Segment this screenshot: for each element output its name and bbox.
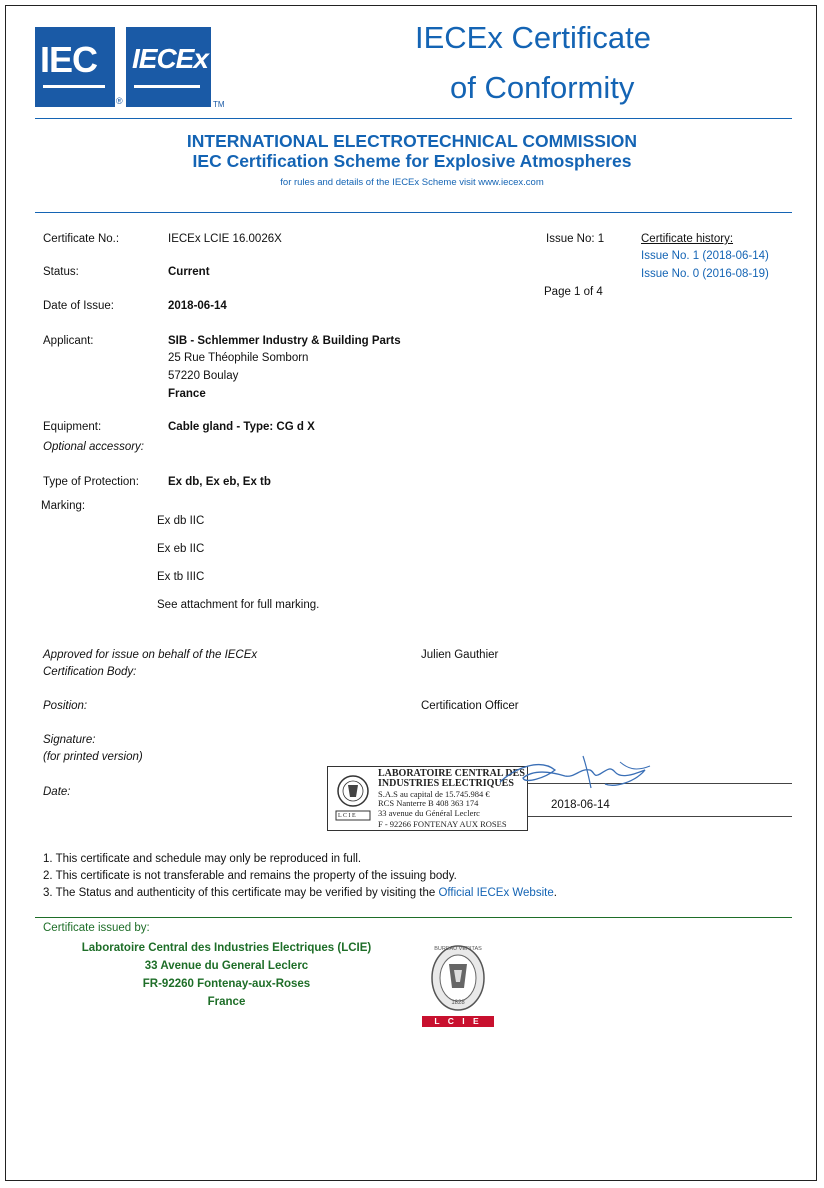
issuer-line-3: FR-92260 Fontenay-aux-Roses [142, 978, 311, 990]
seal-top-text: BUREAU VERITAS [434, 946, 482, 952]
cert-no-label: Certificate No.: [43, 233, 120, 245]
applicant-name: SIB - Schlemmer Industry & Building Parts [168, 335, 401, 347]
org-title: INTERNATIONAL ELECTROTECHNICAL COMMISSION [186, 131, 638, 151]
position-value: Certification Officer [421, 700, 519, 712]
marking-line-3: Ex tb IIIC [157, 571, 205, 583]
issuer-line-1: Laboratoire Central des Industries Electriques (LCIE) [81, 942, 372, 954]
issuer-label: Certificate issued by: [43, 922, 150, 934]
status-label: Status: [43, 266, 79, 278]
issue-no: Issue No: 1 [546, 233, 605, 245]
optional-accessory-label: Optional accessory: [43, 441, 144, 453]
approver-name: Julien Gauthier [421, 649, 499, 661]
bureau-veritas-lcie-seal [420, 942, 496, 1028]
status-value: Current [168, 266, 210, 278]
signature-label: Signature: [43, 734, 96, 746]
applicant-country: France [168, 388, 206, 400]
applicant-label: Applicant: [43, 335, 94, 347]
stamp-lcie-mini: L C I E [338, 813, 356, 819]
seal-year: 1828 [451, 1000, 465, 1006]
iecex-logo [126, 27, 211, 107]
date-of-issue-value: 2018-06-14 [168, 300, 227, 312]
handwritten-signature [495, 748, 655, 808]
issuer-line-4: France [207, 996, 246, 1008]
stamp-line-5: 33 avenue du Général Leclerc [378, 808, 480, 818]
protection-label: Type of Protection: [43, 476, 139, 488]
lcie-red-bar [422, 1016, 494, 1027]
cert-no-value: IECEx LCIE 16.0026X [168, 233, 282, 245]
position-label: Position: [43, 700, 88, 712]
note-3 [43, 887, 557, 899]
equipment-value: Cable gland - Type: CG d X [168, 421, 315, 433]
issuer-line-2: 33 Avenue du General Leclerc [144, 960, 309, 972]
protection-value: Ex db, Ex eb, Ex tb [168, 476, 271, 488]
date-of-issue-label: Date of Issue: [43, 300, 114, 312]
details-divider-line [35, 212, 792, 213]
stamp-line-3: S.A.S au capital de 15.745.984 € [378, 789, 490, 799]
certificate-title-line1: IECEx Certificate [415, 20, 652, 55]
iecex-trademark: TM [213, 100, 225, 109]
applicant-address-2: 57220 Boulay [168, 370, 239, 382]
note-2: 2. This certificate is not transferable and remains the property of the issuing body. [43, 870, 457, 882]
lcie-bar-text: L C I E [434, 1016, 482, 1026]
marking-line-4: See attachment for full marking. [157, 599, 320, 611]
rules-text: for rules and details of the IECEx Scheme visit www.iecex.com [280, 177, 544, 188]
stamp-line-1: LABORATOIRE CENTRAL DES [378, 768, 525, 779]
note-3-text: 3. The Status and authenticity of this certificate may be verified by visiting the [43, 887, 439, 899]
stamp-line-6: F - 92266 FONTENAY AUX ROSES [378, 819, 507, 829]
date-label: Date: [43, 786, 71, 798]
stamp-line-4: RCS Nanterre B 408 363 174 [378, 798, 479, 808]
equipment-label: Equipment: [43, 421, 102, 433]
iec-registered-mark: ® [116, 96, 123, 106]
iec-logo-text: IEC [40, 39, 98, 80]
history-label: Certificate history: [641, 233, 734, 245]
iec-logo-underline [43, 85, 105, 88]
page-number: Page 1 of 4 [544, 286, 603, 298]
header-divider-line [35, 118, 792, 119]
applicant-address-1: 25 Rue Théophile Somborn [168, 352, 309, 364]
marking-line-2: Ex eb IIC [157, 543, 205, 555]
iecex-logo-text: IECEx [132, 43, 208, 74]
approved-label-1: Approved for issue on behalf of the IECEx [43, 649, 258, 661]
note-3-end: . [553, 887, 557, 899]
history-link-issue-1[interactable]: Issue No. 1 (2018-06-14) [641, 250, 769, 262]
iecex-logo-underline [134, 85, 200, 88]
certificate-title-line2: of Conformity [450, 70, 635, 105]
official-iecex-website-link[interactable]: Official IECEx Website [438, 887, 554, 899]
approved-label-2: Certification Body: [43, 666, 137, 678]
history-link-issue-0[interactable]: Issue No. 0 (2016-08-19) [641, 268, 769, 280]
org-scheme: IEC Certification Scheme for Explosive Atmospheres [192, 151, 632, 171]
date-value: 2018-06-14 [551, 799, 610, 811]
signature-sub-label: (for printed version) [43, 751, 143, 763]
stamp-line-2: INDUSTRIES ELECTRIQUES [378, 778, 514, 789]
marking-label: Marking: [41, 500, 86, 512]
iec-logo [35, 27, 115, 107]
note-1: 1. This certificate and schedule may only be reproduced in full. [43, 853, 362, 865]
marking-line-1: Ex db IIC [157, 515, 205, 527]
issuer-divider-line [35, 917, 792, 918]
